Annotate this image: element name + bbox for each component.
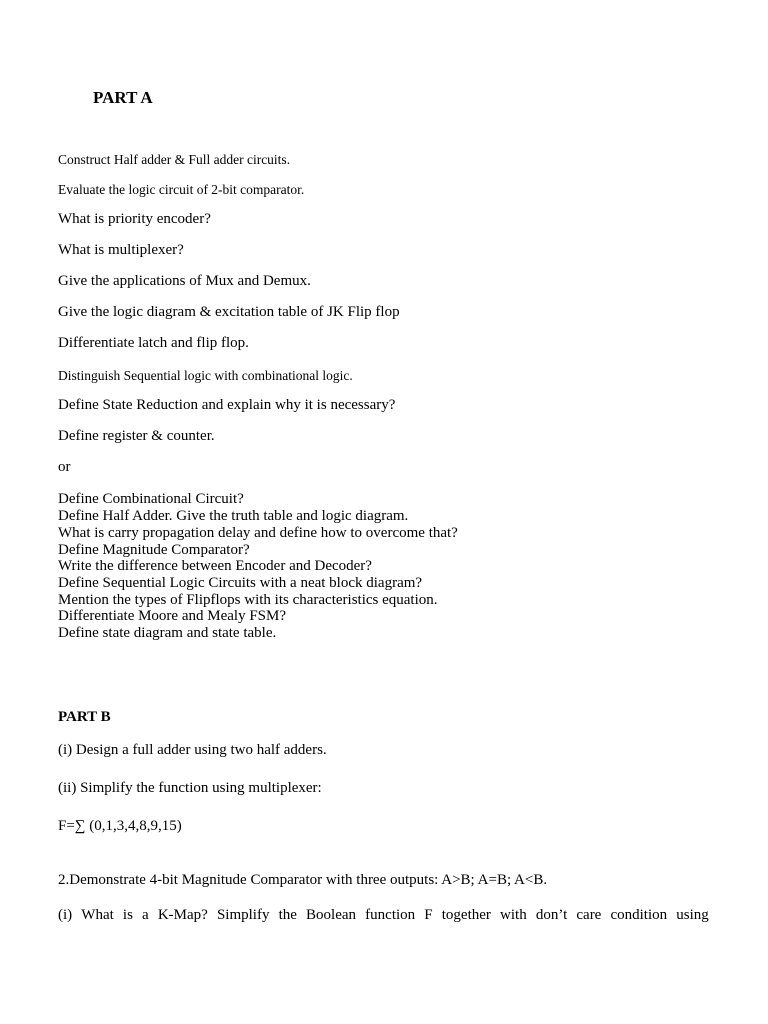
question-item: Give the applications of Mux and Demux. xyxy=(58,273,311,289)
word: the xyxy=(278,907,297,923)
word: a xyxy=(142,907,149,923)
word: with xyxy=(500,907,527,923)
word: K-Map? xyxy=(157,907,208,923)
alt-question-item: Write the difference between Encoder and Decoder? xyxy=(58,558,372,574)
word: is xyxy=(122,907,133,923)
alt-question-item: Define Half Adder. Give the truth table and logic diagram. xyxy=(58,508,409,524)
alt-question-item: Define Combinational Circuit? xyxy=(58,491,244,507)
word: function xyxy=(365,907,416,923)
question-item: Construct Half adder & Full adder circuits. xyxy=(58,152,291,167)
word: don’t xyxy=(535,907,568,923)
question-item: Differentiate latch and flip flop. xyxy=(58,335,249,351)
question-item: 2.Demonstrate 4-bit Magnitude Comparator with three outputs: A>B; A=B; A<B. xyxy=(58,872,548,888)
part-b-heading: PART B xyxy=(58,709,111,725)
question-item: Evaluate the logic circuit of 2-bit comparator. xyxy=(58,182,305,197)
alt-question-item: Define state diagram and state table. xyxy=(58,625,277,641)
question-item: Distinguish Sequential logic with combinational logic. xyxy=(58,368,353,383)
question-item: What is multiplexer? xyxy=(58,242,184,258)
word: care xyxy=(576,907,602,923)
part-a-heading: PART A xyxy=(93,88,153,107)
word: What xyxy=(81,907,114,923)
function-expression: F=∑ (0,1,3,4,8,9,15) xyxy=(58,818,182,834)
word: using xyxy=(676,907,709,923)
question-item: (ii) Simplify the function using multiplexer: xyxy=(58,780,322,796)
word: Simplify xyxy=(216,907,270,923)
question-item: Define State Reduction and explain why it is necessary? xyxy=(58,397,396,413)
alt-question-item: Mention the types of Flipflops with its characteristics equation. xyxy=(58,592,438,608)
word: Boolean xyxy=(306,907,357,923)
question-item-justified xyxy=(58,907,709,924)
alt-question-item: Define Magnitude Comparator? xyxy=(58,542,250,558)
word: together xyxy=(441,907,491,923)
alt-question-item: Differentiate Moore and Mealy FSM? xyxy=(58,608,286,624)
question-item: Give the logic diagram & excitation table of JK Flip flop xyxy=(58,304,400,320)
word: (i) xyxy=(58,907,73,923)
or-separator: or xyxy=(58,459,71,475)
alt-question-item: What is carry propagation delay and define how to overcome that? xyxy=(58,525,458,541)
question-item: What is priority encoder? xyxy=(58,211,211,227)
question-item: (i) Design a full adder using two half adders. xyxy=(58,742,327,758)
question-item: Define register & counter. xyxy=(58,428,215,444)
alt-question-item: Define Sequential Logic Circuits with a neat block diagram? xyxy=(58,575,423,591)
word: F xyxy=(424,907,433,923)
word: condition xyxy=(610,907,668,923)
